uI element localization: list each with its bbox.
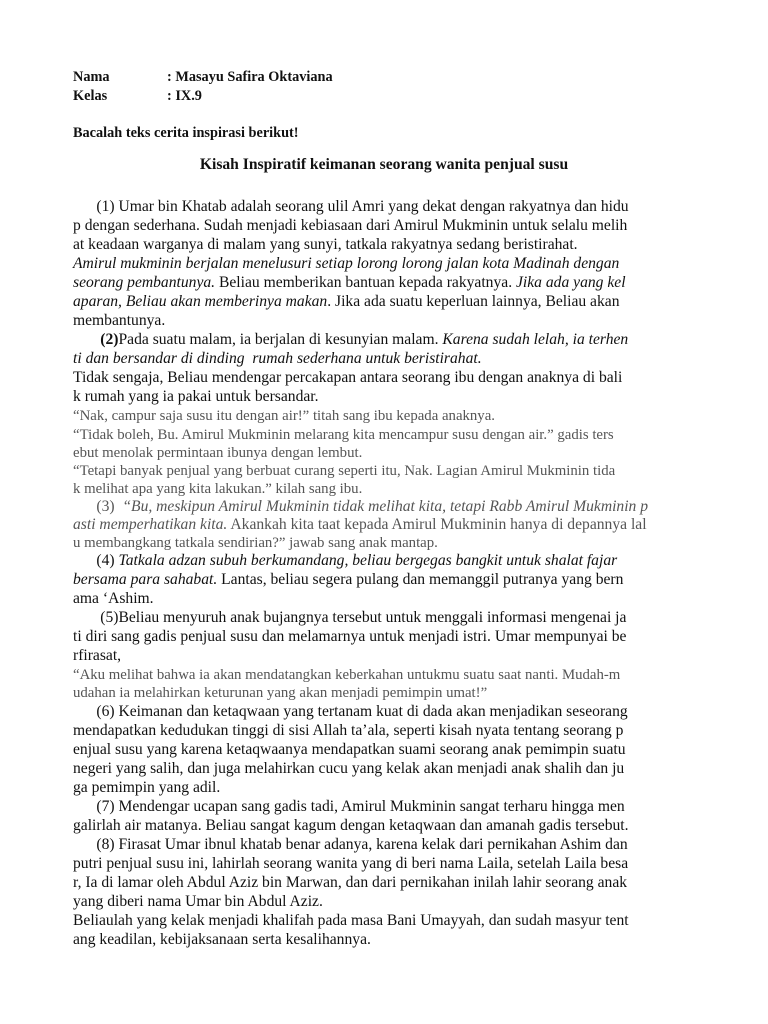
italic-span: Jika ada yang kel (516, 274, 626, 291)
paragraph-line: yang diberi nama Umar bin Abdul Aziz. (73, 893, 323, 910)
paragraph-line: (1) Umar bin Khatab adalah seorang ulil Amri yang dekat dengan rakyatnya dan hidu (73, 198, 629, 215)
paragraph-line: k rumah yang ia pakai untuk bersandar. (73, 388, 319, 405)
instruction-text: Bacalah teks cerita inspirasi berikut! (73, 125, 299, 141)
paragraph-line: p dengan sederhana. Sudah menjadi kebiasaan dari Amirul Mukminin untuk selalu melih (73, 217, 628, 234)
class-value: : IX.9 (167, 88, 202, 104)
paragraph-line: ama ‘Ashim. (73, 590, 154, 607)
paragraph-line: (6) Keimanan dan ketaqwaan yang tertanam kuat di dada akan menjadikan seseorang (73, 703, 628, 720)
paragraph-line (73, 516, 647, 534)
paragraph-line: rfirasat, (73, 647, 122, 664)
paragraph-line: ti diri sang gadis penjual susu dan melamarnya untuk menjadi istri. Umar mempunyai be (73, 628, 627, 645)
paragraph-number: (2) (73, 331, 119, 348)
italic-span: Karena sudah lelah, ia terhen (442, 331, 629, 348)
paragraph-line: enjual susu yang karena ketaqwaanya mendapatkan suami seorang anak pemimpin suatu (73, 741, 626, 758)
dialogue-line: udahan ia melahirkan keturunan yang akan menjadi pemimpin umat!” (73, 685, 488, 701)
dialogue-line: “Nak, campur saja susu itu dengan air!” titah sang ibu kepada anaknya. (73, 408, 495, 424)
paragraph-line (73, 293, 620, 311)
dialogue-line: “Aku melihat bahwa ia akan mendatangkan keberkahan untukmu suatu saat nanti. Mudah-m (73, 667, 621, 683)
paragraph-line: membantunya. (73, 312, 166, 329)
dialogue-line: “Tidak boleh, Bu. Amirul Mukminin melarang kita mencampur susu dengan air.” gadis ters (73, 427, 614, 443)
text-span: Lantas, beliau segera pulang dan memanggil putranya yang bern (217, 571, 624, 588)
paragraph-line: negeri yang salih, dan juga melahirkan cucu yang kelak akan menjadi anak shalih dan ju (73, 760, 625, 777)
paragraph-line (73, 498, 648, 516)
italic-span: bersama para sahabat. (73, 571, 218, 588)
paragraph-number: (3) (73, 498, 123, 515)
text-span: Beliau memberikan bantuan kepada rakyatnya. (215, 274, 516, 291)
name-label: Nama (73, 69, 110, 85)
paragraph-line: at keadaan warganya di malam yang sunyi, tatkala rakyatnya sedang beristirahat. (73, 236, 578, 253)
italic-span: seorang pembantunya. (73, 274, 216, 291)
paragraph-line: ti dan bersandar di dinding rumah sederhana untuk beristirahat. (73, 350, 482, 367)
paragraph-line (73, 274, 626, 292)
paragraph-line (73, 571, 623, 589)
paragraph-line (73, 552, 617, 570)
paragraph-line: Amirul mukminin berjalan menelusuri setiap lorong lorong jalan kota Madinah dengan (73, 255, 620, 272)
dialogue-line: u membangkang tatkala sendirian?” jawab sang anak mantap. (73, 535, 438, 551)
paragraph-line: (5)Beliau menyuruh anak bujangnya tersebut untuk menggali informasi mengenai ja (73, 609, 627, 626)
class-label: Kelas (73, 88, 108, 104)
italic-span: Tatkala adzan subuh berkumandang, beliau bergegas bangkit untuk shalat fajar (118, 552, 618, 569)
paragraph-line: putri penjual susu ini, lahirlah seorang wanita yang di beri nama Laila, setelah Laila besa (73, 855, 629, 872)
italic-span: aparan, Beliau akan memberinya makan (73, 293, 328, 310)
paragraph-line: galirlah air matanya. Beliau sangat kagum dengan ketaqwaan dan amanah gadis tersebut. (73, 817, 629, 834)
paragraph-line: Beliaulah yang kelak menjadi khalifah pada masa Bani Umayyah, dan sudah masyur tent (73, 912, 629, 929)
italic-span: “Bu, meskipun Amirul Mukminin tidak melihat kita, tetapi Rabb Amirul Mukminin p (122, 498, 649, 515)
story-title: Kisah Inspiratif keimanan seorang wanita penjual susu (199, 156, 569, 173)
paragraph-line: (7) Mendengar ucapan sang gadis tadi, Amirul Mukminin sangat terharu hingga men (73, 798, 625, 815)
paragraph-line: (8) Firasat Umar ibnul khatab benar adanya, karena kelak dari pernikahan Ashim dan (73, 836, 628, 853)
text-span: Pada suatu malam, ia berjalan di kesunyian malam. (118, 331, 443, 348)
dialogue-line: “Tetapi banyak penjual yang berbuat curang seperti itu, Nak. Lagian Amirul Mukminin tida (73, 463, 616, 479)
text-span: . Jika ada suatu keperluan lainnya, Beliau akan (327, 293, 620, 310)
paragraph-line: ga pemimpin yang adil. (73, 779, 221, 796)
dialogue-line: k melihat apa yang kita lakukan.” kilah sang ibu. (73, 481, 363, 497)
dialogue-line: ebut menolak permintaan ibunya dengan lembut. (73, 445, 363, 461)
paragraph-line (73, 331, 628, 349)
italic-span: asti memperhatikan kita. (73, 516, 228, 533)
name-value: : Masayu Safira Oktaviana (167, 69, 333, 85)
paragraph-line: ang keadilan, kebijaksanaan serta kesalihannya. (73, 931, 371, 948)
paragraph-line: mendapatkan kedudukan tinggi di sisi Allah ta’ala, seperti kisah nyata tentang seorang p (73, 722, 624, 739)
paragraph-line: r, Ia di lamar oleh Abdul Aziz bin Marwan, dan dari pernikahan inilah lahir seorang anak (73, 874, 628, 891)
text-span: Akankah kita taat kepada Amirul Mukminin hanya di depannya lal (227, 516, 647, 533)
paragraph-number: (4) (73, 552, 119, 569)
paragraph-line: Tidak sengaja, Beliau mendengar percakapan antara seorang ibu dengan anaknya di bali (73, 369, 623, 386)
